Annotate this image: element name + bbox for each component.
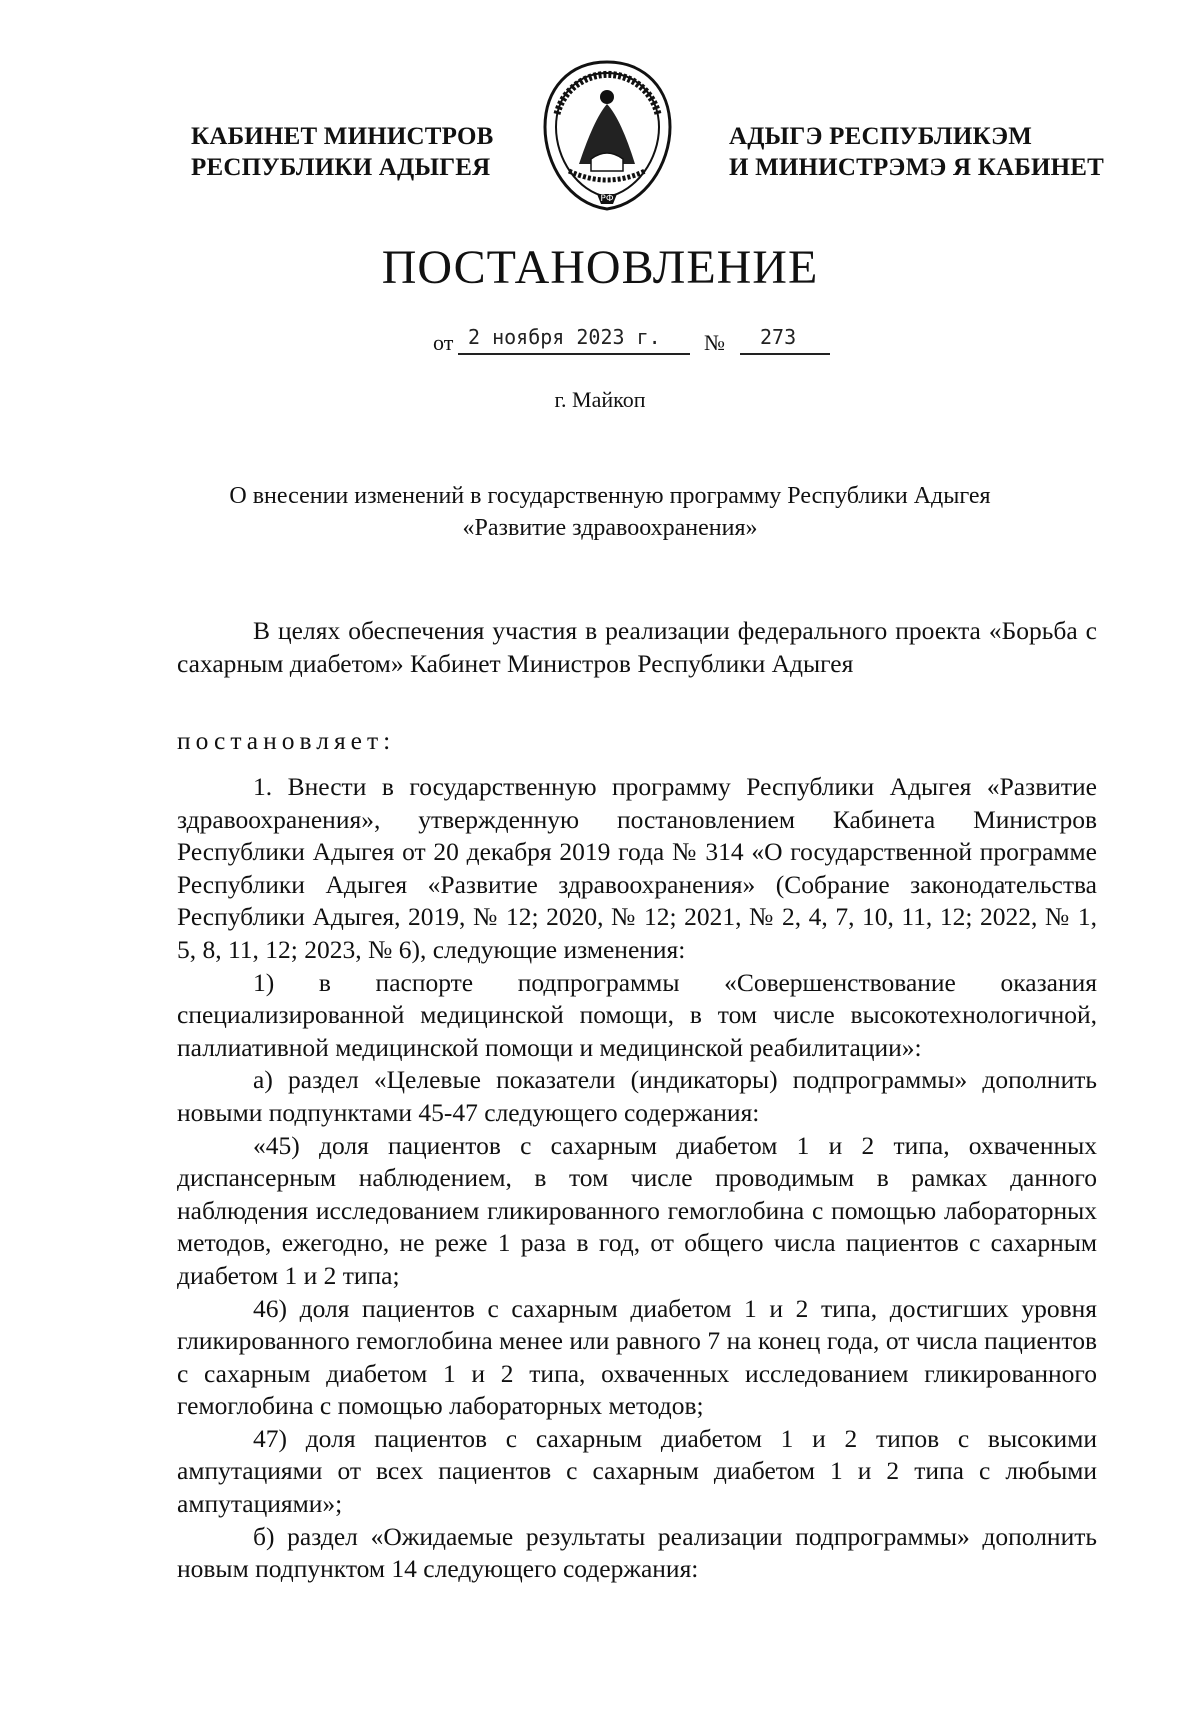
subject-line1: О внесении изменений в государственную программу Республики Адыгея — [229, 483, 991, 509]
body-text — [177, 771, 1097, 1586]
paragraph-4: «45) доля пациентов с сахарным диабетом 1 и 2 типа, охваченных диспансерным наблюдением, в том числе проводимым в рамках данного наблюдения исследованием гликированного гемоглобина с помощью лабораторных методов, ежегодно, не реже 1 раза в год, от общего числа пациентов с сахарным диабетом 1 и 2 типа; — [177, 1130, 1097, 1290]
city: г. Майкоп — [554, 387, 646, 412]
issuer-adyghe-line1: АДЫГЭ РЕСПУБЛИКЭМ — [729, 123, 1033, 150]
paragraph-7: б) раздел «Ожидаемые результаты реализации подпрограммы» дополнить новым подпунктом 14 следующего содержания: — [177, 1521, 1097, 1584]
coat-of-arms-seal — [539, 59, 676, 212]
date-prefix: от — [433, 330, 454, 355]
date-underline — [458, 353, 690, 355]
document-title: ПОСТАНОВЛЕНИЕ — [381, 241, 819, 294]
issuer-russian-line1: КАБИНЕТ МИНИСТРОВ — [191, 123, 494, 150]
issuer-adyghe — [729, 121, 1104, 183]
number-underline — [740, 353, 830, 355]
postanovlyaet: постановляет: — [177, 726, 396, 755]
resolution-word-block — [177, 725, 1097, 758]
issuer-russian — [191, 121, 494, 183]
paragraph-5: 46) доля пациентов с сахарным диабетом 1 и 2 типа, достигших уровня гликированного гемоглобина менее или равного 7 на конец года, от числа пациентов с сахарным диабетом 1 и 2 типа, охваченных исследованием гликированного гемоглобина с помощью лабораторных методов; — [177, 1293, 1097, 1421]
paragraph-6: 47) доля пациентов с сахарным диабетом 1 и 2 типов с высокими ампутациями от всех пациентов с сахарным диабетом 1 и 2 типа с любыми ампутациями»; — [177, 1423, 1097, 1519]
subject-line2: «Развитие здравоохранения» — [462, 515, 758, 541]
paragraph-1: 1. Внести в государственную программу Республики Адыгея «Развитие здравоохранения», утвержденную постановлением Кабинета Министров Республики Адыгея от 20 декабря 2019 года № 314 «О государственной программе Республики Адыгея «Развитие здравоохранения» (Собрание законодательства Республики Адыгея, 2019, № 12; 2020, № 12; 2021, № 2, 4, 7, 10, 11, 12; 2022, № 1, 5, 8, 11, 12; 2023, № 6), следующие изменения: — [177, 772, 1097, 964]
document-number: 273 — [760, 325, 797, 349]
document-subject — [150, 480, 1070, 544]
paragraph-2: 1) в паспорте подпрограммы «Совершенствование оказания специализированной медицинской помощи, в том числе высокотехнологичной, паллиативной медицинской помощи и медицинской реабилитации»: — [177, 967, 1097, 1062]
document-date: 2 ноября 2023 г. — [468, 325, 661, 349]
seal-rf-text: РФ — [600, 194, 614, 204]
number-sign: № — [704, 330, 725, 355]
preamble: В целях обеспечения участия в реализации федерального проекта «Борьба с сахарным диабетом» Кабинет Министров Республики Адыгея — [177, 616, 1097, 678]
issuer-adyghe-line2: И МИНИСТРЭМЭ Я КАБИНЕТ — [729, 154, 1105, 181]
paragraph-3: а) раздел «Целевые показатели (индикаторы) подпрограммы» дополнить новыми подпунктами 45-47 следующего содержания: — [177, 1065, 1097, 1127]
issuer-russian-line2: РЕСПУБЛИКИ АДЫГЕЯ — [191, 154, 491, 181]
preamble-block — [177, 615, 1097, 680]
